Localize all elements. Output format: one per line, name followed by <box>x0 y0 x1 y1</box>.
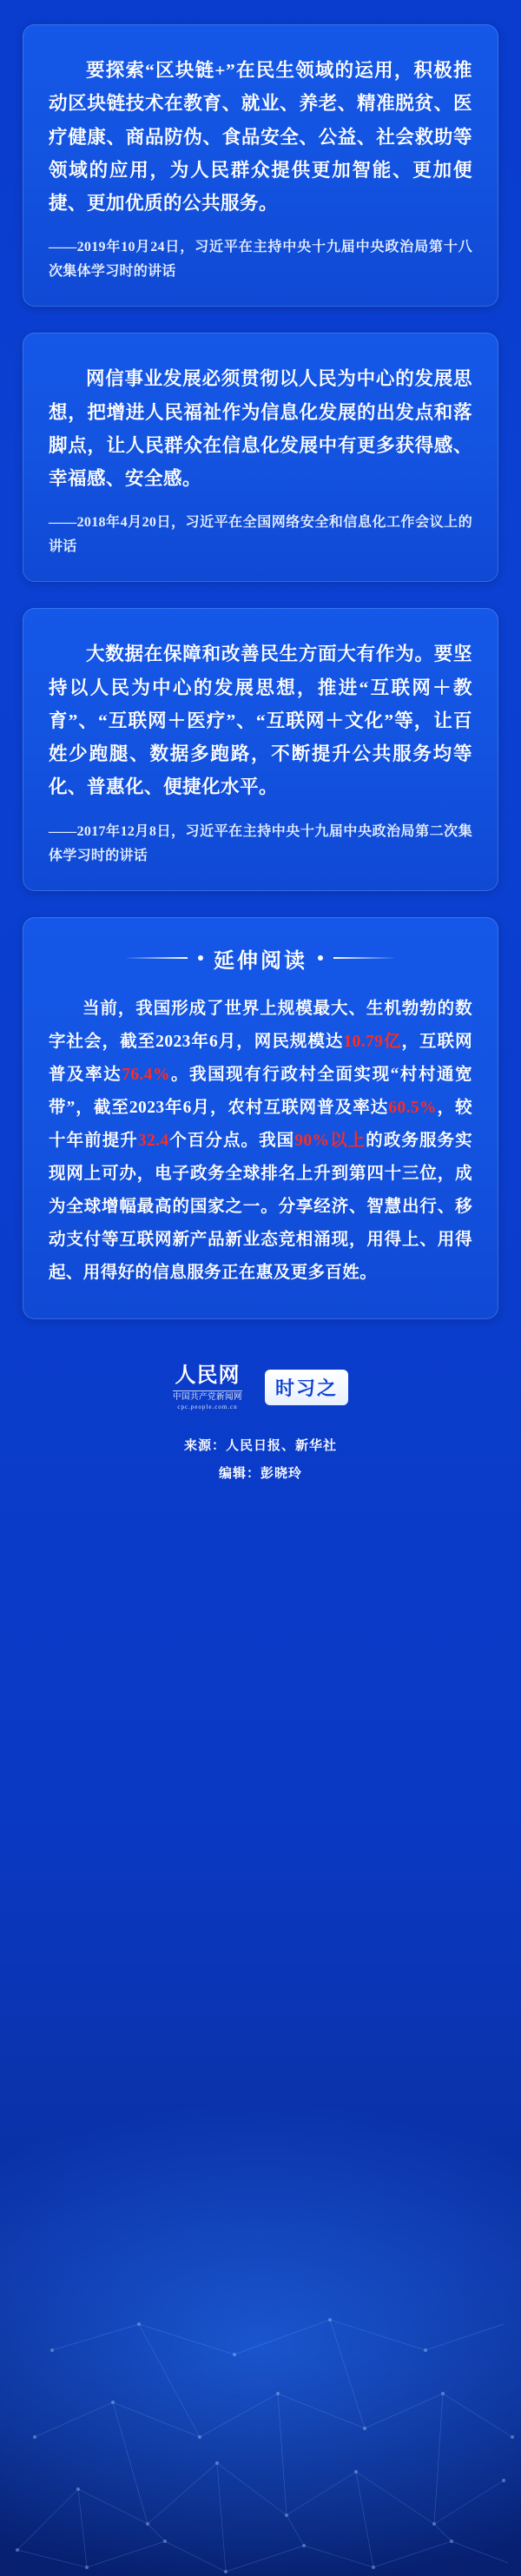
highlighted-figure: 60.5% <box>388 1098 437 1117</box>
bullet-dot-left <box>198 955 203 961</box>
people-cn-logo-name: 人民网 <box>175 1364 241 1387</box>
divider-line-right <box>333 957 394 959</box>
body-run: ，较十年前提升 <box>49 1098 472 1150</box>
extended-reading-card <box>23 917 498 1319</box>
quote-card <box>23 608 498 890</box>
quote-card <box>23 333 498 582</box>
body-run: 的政务服务实现网上可办，电子政务全球排名上升到第四十三位，成为全球增幅最高的国家之一。分享经济、智慧出行、移动支付等互联网新产品新业态竞相涌现，用得上、用得起、用得好的信息服务正在惠及更多百姓。 <box>49 1131 472 1282</box>
body-run: 个百分点。我国 <box>168 1131 295 1150</box>
quote-text: 大数据在保障和改善民生方面大有作为。要坚持以人民为中心的发展思想，推进“互联网＋教育”、“互联网＋医疗”、“互联网＋文化”等，让百姓少跑腿、数据多跑路，不断提升公共服务均等化、普惠化、便捷化水平。 <box>49 644 472 798</box>
extended-reading-text <box>49 993 472 1290</box>
body-run: 当前，我国形成了世界上规模最大、生机勃勃的数字社会，截至2023年6月，网民规模达 <box>49 999 472 1051</box>
quote-source: ——2018年4月20日，习近平在全国网络安全和信息化工作会议上的讲话 <box>49 515 472 555</box>
footer-source: 来源：人民日报、新华社 <box>183 1439 337 1454</box>
highlighted-figure: 76.4% <box>122 1065 170 1084</box>
quote-source: ——2019年10月24日，习近平在主持中央十九届中央政治局第十八次集体学习时的讲话 <box>49 240 472 280</box>
quote-text: 要探索“区块链+”在民生领域的运用，积极推动区块链技术在教育、就业、养老、精准脱贫、医疗健康、商品防伪、食品安全、公益、社会救助等领域的应用，为人民群众提供更加智能、更加便捷、更加优质的公共服务。 <box>49 60 472 215</box>
highlighted-figure: 32.4 <box>137 1131 169 1150</box>
bullet-dot-right <box>318 955 323 961</box>
footer-logos <box>0 1364 521 1411</box>
footer <box>0 1342 521 1523</box>
shixizhi-logo: 时习之 <box>265 1370 348 1405</box>
footer-editor: 编辑：彭晓玲 <box>218 1466 302 1481</box>
people-cn-logo-subtitle: 中国共产党新闻网 <box>173 1390 242 1403</box>
body-run: ，互联网普及率达 <box>49 1032 472 1084</box>
quote-card <box>23 24 498 307</box>
body-run: 。我国现有行政村全面实现“村村通宽带”，截至2023年6月，农村互联网普及率达 <box>49 1065 472 1117</box>
extended-reading-header <box>49 943 472 974</box>
quote-text: 网信事业发展必须贯彻以人民为中心的发展思想，把增进人民福祉作为信息化发展的出发点和落脚点，让人民群众在信息化发展中有更多获得感、幸福感、安全感。 <box>49 368 472 490</box>
highlighted-figure: 90%以上 <box>294 1131 366 1150</box>
quote-source: ——2017年12月8日，习近平在主持中央十九届中央政治局第二次集体学习时的讲话 <box>49 823 472 863</box>
highlighted-figure: 10.79亿 <box>343 1032 402 1051</box>
people-cn-logo-url: cpc.people.com.cn <box>177 1404 238 1411</box>
people-cn-logo <box>173 1364 242 1411</box>
divider-line-left <box>127 957 188 959</box>
network-decoration <box>0 2176 521 2576</box>
extended-reading-title: 延伸阅读 <box>214 949 307 973</box>
